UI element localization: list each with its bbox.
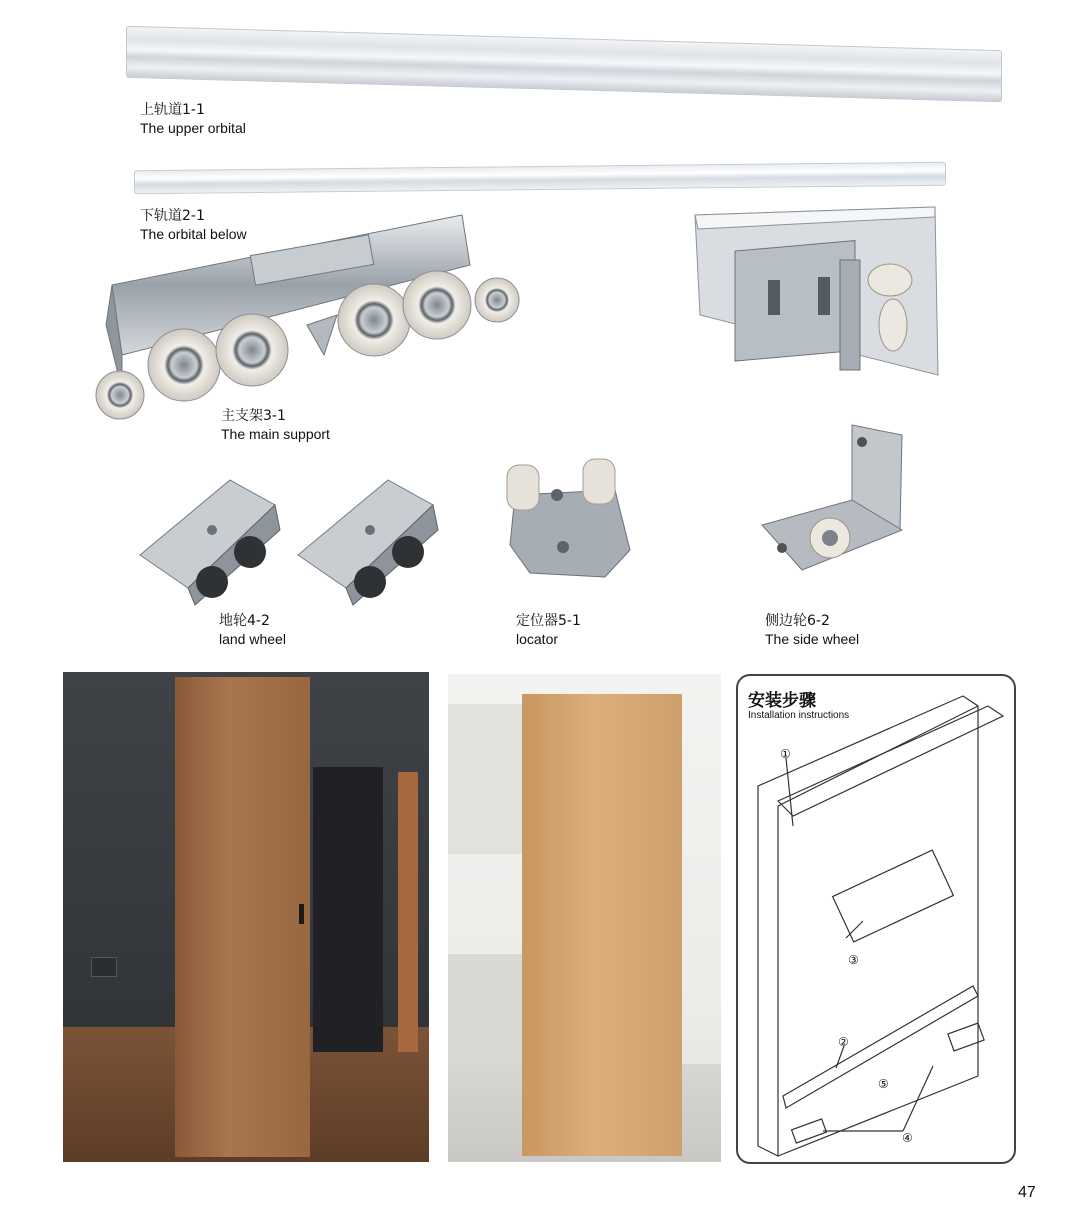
side-wheel-image	[752, 420, 922, 585]
side-wheel-label-zh: 侧边轮6-2	[765, 613, 830, 629]
door-frame	[398, 772, 418, 1052]
land-wheel-caption	[219, 612, 286, 648]
main-support-label-zh: 主支架3-1	[221, 408, 286, 424]
callout-5: ⑤	[878, 1077, 889, 1091]
lower-rail-label-zh: 下轨道2-1	[140, 208, 205, 224]
sliding-door-dark	[175, 677, 310, 1157]
locator-caption	[516, 612, 581, 648]
callout-1: ①	[780, 747, 791, 761]
sliding-door-light	[522, 694, 682, 1156]
rail-detail-image	[690, 205, 945, 380]
room-photo-dark	[63, 672, 429, 1162]
main-support-caption	[221, 407, 330, 443]
lower-cabinets	[448, 954, 528, 1064]
land-wheel-label-zh: 地轮4-2	[219, 613, 270, 629]
instructions-title: 安装步骤	[748, 691, 816, 711]
locator-label-zh: 定位器5-1	[516, 613, 581, 629]
exploded-view	[738, 676, 1014, 1162]
installation-diagram	[736, 674, 1016, 1164]
room-photo-light	[448, 674, 721, 1162]
locator-image	[495, 455, 635, 580]
callout-4: ④	[902, 1131, 913, 1145]
door-handle	[299, 904, 304, 924]
callout-2: ②	[838, 1035, 849, 1049]
main-support-label-en: The main support	[221, 426, 330, 442]
page-number: 47	[1018, 1184, 1036, 1201]
side-wheel-label-en: The side wheel	[765, 631, 860, 647]
upper-rail-label-zh: 上轨道1-1	[140, 102, 205, 118]
upper-rail-label-en: The upper orbital	[140, 120, 246, 136]
land-wheel-image	[130, 470, 440, 610]
upper-rail-caption	[140, 101, 246, 137]
upper-rail-image	[126, 26, 1002, 102]
main-support-image	[92, 205, 532, 425]
lower-rail-label-en: The orbital below	[140, 226, 247, 242]
callout-3: ③	[848, 953, 859, 967]
wall-switch	[91, 957, 117, 977]
instructions-subtitle: Installation instructions	[748, 710, 850, 721]
upper-cabinets	[448, 704, 529, 854]
side-wheel-caption	[765, 612, 859, 648]
doorway	[313, 767, 383, 1052]
land-wheel-label-en: land wheel	[219, 631, 286, 647]
locator-label-en: locator	[516, 631, 559, 647]
lower-rail-image	[134, 162, 946, 195]
